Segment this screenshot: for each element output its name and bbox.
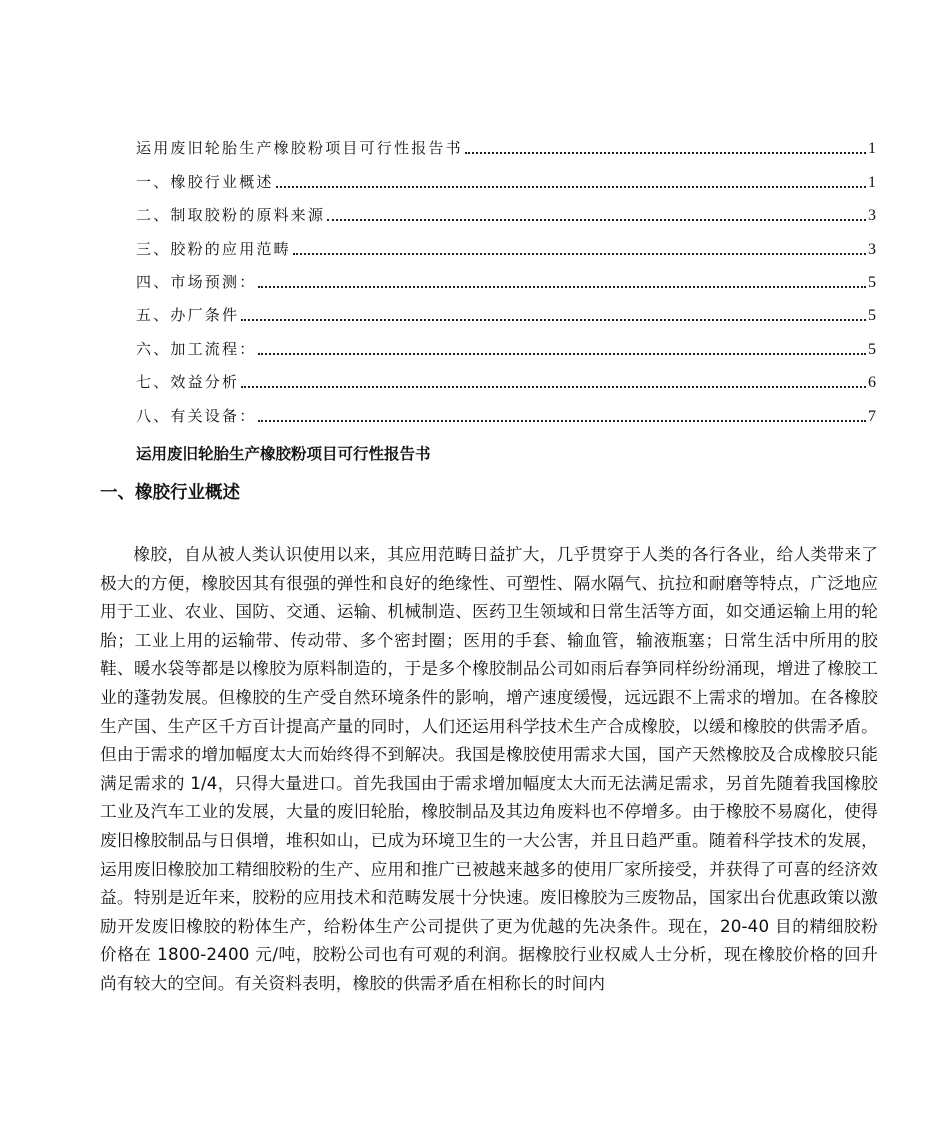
toc-entry-label: 六、加工流程：	[136, 339, 257, 358]
toc-leader-dots	[258, 353, 866, 355]
toc-entry[interactable]	[136, 162, 876, 195]
toc-entry-page: 5	[868, 307, 876, 325]
toc-entry[interactable]	[136, 196, 876, 229]
toc-entry-page: 6	[868, 374, 876, 392]
toc-leader-dots	[276, 186, 866, 188]
toc-entry[interactable]	[136, 129, 876, 162]
toc-entry-page: 1	[868, 173, 876, 191]
table-of-contents	[136, 129, 876, 430]
toc-entry-label: 一、橡胶行业概述	[136, 172, 274, 191]
toc-entry-label: 八、有关设备：	[136, 406, 257, 425]
toc-leader-dots	[241, 386, 866, 388]
toc-entry-label: 五、办厂条件	[136, 306, 240, 325]
toc-entry-label: 三、胶粉的应用范畴	[136, 239, 291, 258]
toc-entry-page: 5	[868, 273, 876, 291]
toc-entry[interactable]	[136, 329, 876, 362]
toc-entry-label: 四、市场预测：	[136, 272, 257, 291]
toc-entry-page: 5	[868, 340, 876, 358]
toc-leader-dots	[241, 319, 866, 321]
toc-entry[interactable]	[136, 229, 876, 262]
document-title: 运用废旧轮胎生产橡胶粉项目可行性报告书	[136, 445, 431, 463]
toc-entry-label: 运用废旧轮胎生产橡胶粉项目可行性报告书	[136, 139, 463, 158]
toc-leader-dots	[293, 253, 866, 255]
toc-entry-page: 7	[868, 407, 876, 425]
toc-entry-page: 1	[868, 140, 876, 158]
toc-leader-dots	[258, 420, 866, 422]
toc-entry-label: 二、制取胶粉的原料来源	[136, 206, 326, 225]
toc-leader-dots	[258, 286, 866, 288]
toc-entry-page: 3	[868, 207, 876, 225]
toc-entry[interactable]	[136, 296, 876, 329]
toc-entry[interactable]	[136, 363, 876, 396]
toc-entry[interactable]	[136, 396, 876, 429]
toc-entry[interactable]	[136, 263, 876, 296]
toc-leader-dots	[465, 152, 866, 154]
toc-leader-dots	[327, 219, 866, 221]
section-heading: 一、橡胶行业概述	[100, 483, 240, 503]
toc-entry-page: 3	[868, 240, 876, 258]
body-paragraph: 橡胶，自从被人类认识使用以来，其应用范畴日益扩大，几乎贯穿于人类的各行各业，给人类带来了极大的方便，橡胶因其有很强的弹性和良好的绝缘性、可塑性、隔水隔气、抗拉和耐磨等特点，广泛地应用于工业、农业、国防、交通、运输、机械制造、医药卫生领域和日常生活等方面，如交通运输上用的轮胎；工业上用的运输带、传动带、多个密封圈；医用的手套、输血管，输液瓶塞；日常生活中所用的胶鞋、暖水袋等都是以橡胶为原料制造的，于是多个橡胶制品公司如雨后春笋同样纷纷涌现，增进了橡胶工业的蓬勃发展。但橡胶的生产受自然环境条件的影响，增产速度缓慢，远远跟不上需求的增加。在各橡胶生产国、生产区千方百计提高产量的同时，人们还运用科学技术生产合成橡胶，以缓和橡胶的供需矛盾。但由于需求的增加幅度太大而始终得不到解决。我国是橡胶使用需求大国，国产天然橡胶及合成橡胶只能满足需求的 1/4，只得大量进口。首先我国由于需求增加幅度太大而无法满足需求，另首先随着我国橡胶工业及汽车工业的发展，大量的废旧轮胎，橡胶制品及其边角废料也不停增多。由于橡胶不易腐化，使得废旧橡胶制品与日俱增，堆积如山，已成为环境卫生的一大公害，并且日趋严重。随着科学技术的发展，运用废旧橡胶加工精细胶粉的生产、应用和推广已被越来越多的使用厂家所接受，并获得了可喜的经济效益。特别是近年来，胶粉的应用技术和范畴发展十分快速。废旧橡胶为三废物品，国家出台优惠政策以激励开发废旧橡胶的粉体生产，给粉体生产公司提供了更为优越的先决条件。现在，20-40 目的精细胶粉价格在 1800-2400 元/吨，胶粉公司也有可观的利润。据橡胶行业权威人士分析，现在橡胶价格的回升尚有较大的空间。有关资料表明，橡胶的供需矛盾在相称长的时间内	[100, 544, 878, 993]
toc-entry-label: 七、效益分析	[136, 373, 240, 392]
